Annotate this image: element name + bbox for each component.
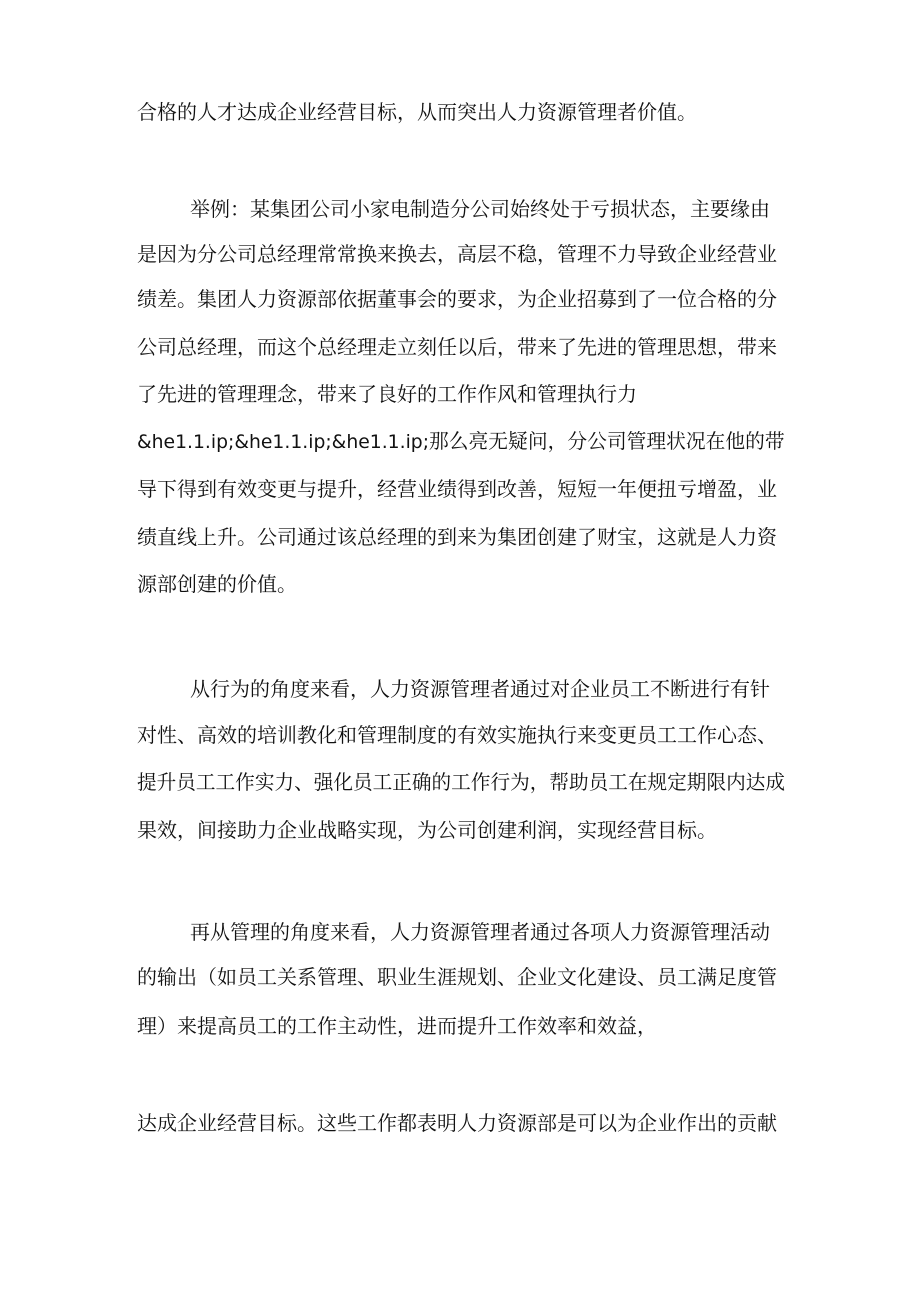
paragraph-4-line-1: 再从管理的角度来看，人力资源管理者通过各项人力资源管理活动 bbox=[190, 920, 770, 944]
html-entity-artifact: &he1.1.ip;&he1.1.ip;&he1.1.ip; bbox=[137, 431, 430, 453]
paragraph-2-line-6-text: 那么亮无疑问，分公司管理状况在他的带 bbox=[429, 429, 785, 453]
paragraph-4-line-3: 理）来提高员工的工作主动性，进而提升工作效率和效益， bbox=[137, 1014, 657, 1038]
paragraph-2-line-3: 绩差。集团人力资源部依据董事会的要求，为企业招募到了一位合格的分 bbox=[137, 287, 777, 311]
paragraph-2-line-9: 源部创建的价值。 bbox=[137, 572, 297, 596]
paragraph-2-line-4: 公司总经理，而这个总经理走立刻任以后，带来了先进的管理思想，带来 bbox=[137, 335, 777, 359]
paragraph-2-line-8: 绩直线上升。公司通过该总经理的到来为集团创建了财宝，这就是人力资 bbox=[137, 525, 777, 549]
paragraph-2-line-5: 了先进的管理理念，带来了良好的工作作风和管理执行力 bbox=[137, 382, 637, 406]
paragraph-2-line-1: 举例：某集团公司小家电制造分公司始终处于亏损状态，主要缘由 bbox=[190, 197, 770, 221]
paragraph-3-line-3: 提升员工工作实力、强化员工正确的工作行为，帮助员工在规定期限内达成 bbox=[137, 770, 785, 794]
paragraph-2-line-2: 是因为分公司总经理常常换来换去，高层不稳，管理不力导致企业经营业 bbox=[137, 242, 777, 266]
paragraph-2-line-7: 导下得到有效变更与提升，经营业绩得到改善，短短一年便扭亏增盈，业 bbox=[137, 477, 777, 501]
paragraph-4-line-2: 的输出（如员工关系管理、职业生涯规划、企业文化建设、员工满足度管 bbox=[137, 965, 777, 989]
paragraph-3-line-4: 果效，间接助力企业战略实现，为公司创建利润，实现经营目标。 bbox=[137, 818, 717, 842]
paragraph-1-line-1: 合格的人才达成企业经营目标，从而突出人力资源管理者价值。 bbox=[137, 100, 697, 124]
paragraph-3-line-1: 从行为的角度来看，人力资源管理者通过对企业员工不断进行有针 bbox=[190, 677, 770, 701]
paragraph-3-line-2: 对性、高效的培训教化和管理制度的有效实施执行来变更员工工作心态、 bbox=[137, 723, 777, 747]
paragraph-5-line-1: 达成企业经营目标。这些工作都表明人力资源部是可以为企业作出的贡献 bbox=[137, 1111, 777, 1135]
paragraph-2-line-6 bbox=[137, 427, 785, 455]
